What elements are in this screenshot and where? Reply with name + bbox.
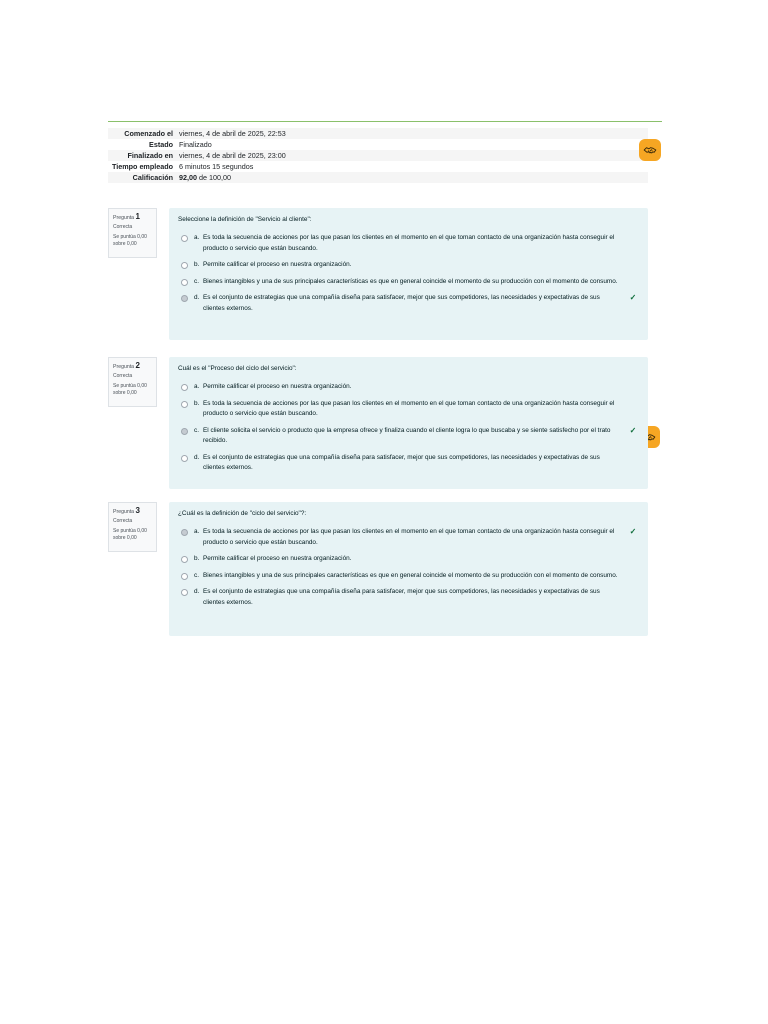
question-label: Pregunta	[113, 215, 135, 221]
question-content	[169, 502, 648, 636]
answer-text: Permite calificar el proceso en nuestra organización.	[203, 261, 352, 268]
grade-score: 92,00	[179, 173, 197, 182]
summary-row-grade	[108, 172, 648, 183]
radio-button[interactable]	[181, 573, 188, 580]
radio-button-selected[interactable]	[181, 295, 188, 302]
answer-letter: a.	[194, 234, 200, 241]
handshake-icon	[643, 143, 657, 157]
summary-value: viernes, 4 de abril de 2025, 22:53	[179, 129, 286, 138]
answer-option[interactable]	[178, 233, 638, 254]
summary-value: Finalizado	[179, 140, 212, 149]
question-info	[108, 502, 157, 552]
question-number	[113, 506, 152, 515]
answer-letter: c.	[194, 426, 199, 434]
answer-letter: b.	[194, 399, 200, 407]
question-content	[169, 357, 648, 489]
answer-option[interactable]	[178, 587, 638, 608]
answer-option[interactable]	[178, 277, 638, 288]
question-text: ¿Cuál es la definición de "ciclo del servicio"?:	[178, 510, 307, 517]
answer-option[interactable]	[178, 399, 638, 420]
answer-letter: c.	[194, 277, 199, 285]
summary-label: Finalizado en	[127, 151, 173, 160]
question-number-value: 3	[135, 506, 140, 515]
answer-text: Es toda la secuencia de acciones por las que pasan los clientes en el momento en el que toman contacto de una organización hasta conseguir el producto o servicio que están buscando.	[203, 528, 615, 546]
question-label: Pregunta	[113, 509, 135, 515]
answer-text: Es toda la secuencia de acciones por las que pasan los clientes en el momento en el que toman contacto de una organización hasta conseguir el producto o servicio que están buscando.	[203, 399, 615, 417]
answer-option[interactable]	[178, 571, 638, 582]
question-content	[169, 208, 648, 340]
answer-text: Bienes intangibles y una de sus principales características es que en general coincide el momento de su producción con el momento de consumo.	[203, 571, 618, 579]
summary-row-finished	[108, 150, 648, 161]
question-text: Seleccione la definición de "Servicio al cliente":	[178, 216, 312, 223]
question-label: Pregunta	[113, 364, 135, 370]
summary-row-time	[108, 161, 648, 172]
correct-check-icon: ✓	[629, 527, 637, 536]
question-state: Correcta	[113, 373, 133, 379]
answer-text: Es el conjunto de estrategias que una compañía diseña para satisfacer, mejor que sus competidores, las necesidades y expectativas de sus clientes externos.	[203, 588, 600, 606]
answer-text: Es el conjunto de estrategias que una compañía diseña para satisfacer, mejor que sus competidores, las necesidades y expectativas de sus clientes externos.	[203, 453, 600, 471]
summary-label: Estado	[149, 140, 173, 149]
answer-text: Es el conjunto de estrategias que una compañía diseña para satisfacer, mejor que sus competidores, las necesidades y expectativas de sus clientes externos.	[203, 294, 600, 312]
radio-button-selected[interactable]	[181, 529, 188, 536]
answer-letter: b.	[194, 261, 200, 268]
question-state: Correcta	[113, 224, 133, 230]
question-grade: Se puntúa 0,00 sobre 0,00	[113, 234, 147, 247]
answer-letter: b.	[194, 555, 200, 562]
question-text: Cuál es el "Proceso del ciclo del servicio":	[178, 365, 297, 372]
summary-row-started	[108, 128, 648, 139]
question-state: Correcta	[113, 518, 133, 524]
grade-total: de 100,00	[197, 173, 231, 182]
correct-check-icon: ✓	[629, 425, 637, 435]
radio-button-selected[interactable]	[181, 428, 188, 435]
answer-option[interactable]	[178, 527, 638, 548]
answer-letter: a.	[194, 383, 200, 390]
header-divider	[108, 121, 662, 122]
question-grade: Se puntúa 0,00 sobre 0,00	[113, 528, 147, 541]
answer-option[interactable]	[178, 293, 638, 314]
answer-letter: c.	[194, 571, 199, 579]
question-number	[113, 212, 152, 221]
answer-option[interactable]	[178, 260, 638, 271]
answer-letter: a.	[194, 528, 200, 535]
radio-button[interactable]	[181, 235, 188, 242]
floating-help-badge[interactable]	[639, 139, 661, 161]
answer-letter: d.	[194, 453, 200, 461]
answer-letter: d.	[194, 294, 200, 301]
radio-button[interactable]	[181, 262, 188, 269]
radio-button[interactable]	[181, 455, 188, 462]
radio-button[interactable]	[181, 384, 188, 391]
attempt-summary	[108, 128, 648, 183]
summary-label: Tiempo empleado	[112, 162, 173, 171]
summary-value: 6 minutos 15 segundos	[179, 162, 254, 171]
summary-value: viernes, 4 de abril de 2025, 23:00	[179, 151, 286, 160]
radio-button[interactable]	[181, 401, 188, 408]
question-number	[113, 361, 152, 370]
radio-button[interactable]	[181, 589, 188, 596]
summary-value	[177, 172, 648, 183]
answer-option[interactable]	[178, 426, 638, 447]
question-info	[108, 357, 157, 407]
answer-letter: d.	[194, 588, 200, 595]
question-number-value: 1	[135, 212, 140, 221]
answer-option[interactable]	[178, 382, 638, 393]
radio-button[interactable]	[181, 279, 188, 286]
question-grade: Se puntúa 0,00 sobre 0,00	[113, 383, 147, 396]
question-info	[108, 208, 157, 258]
summary-label: Comenzado el	[124, 129, 173, 138]
answer-option[interactable]	[178, 554, 638, 565]
answer-text: Es toda la secuencia de acciones por las que pasan los clientes en el momento en el que toman contacto de una organización hasta conseguir el producto o servicio que están buscando.	[203, 234, 615, 252]
summary-label: Calificación	[132, 173, 173, 182]
summary-row-state	[108, 139, 648, 150]
answer-text: Permite calificar el proceso en nuestra organización.	[203, 383, 352, 390]
answer-option[interactable]	[178, 453, 638, 474]
radio-button[interactable]	[181, 556, 188, 563]
question-number-value: 2	[135, 361, 140, 370]
answer-text: Bienes intangibles y una de sus principales características es que en general coincide el momento de su producción con el momento de consumo.	[203, 277, 618, 285]
answer-text: Permite calificar el proceso en nuestra organización.	[203, 555, 352, 562]
answer-text: El cliente solicita el servicio o producto que la empresa ofrece y finaliza cuando el cliente logra lo que buscaba y se siente satisfecho por el trato recibido.	[203, 426, 611, 444]
correct-check-icon: ✓	[629, 293, 637, 302]
